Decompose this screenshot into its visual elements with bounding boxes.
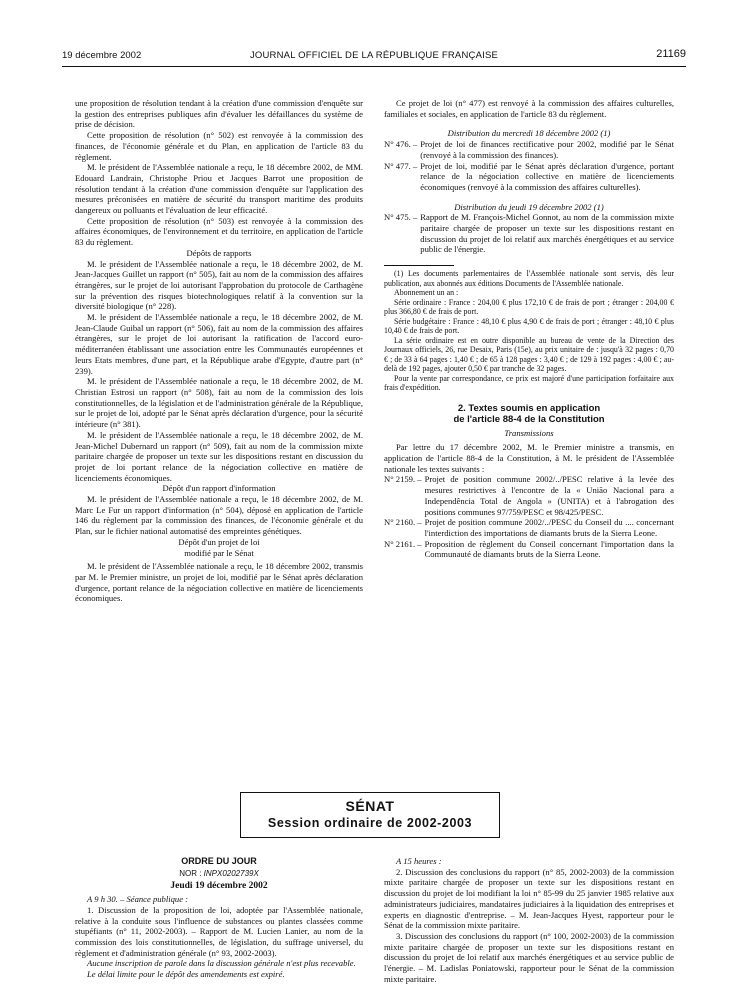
list-item (384, 517, 674, 538)
footnote-text: Abonnement un an : (394, 288, 459, 298)
paragraph: Cette proposition de résolution (n° 503) est renvoyée à la commission des affaires économiques, de l'environnement et du territoire, en application de l'article 83 du règlement. (75, 215, 363, 248)
paragraph: M. le président de l'Assemblée nationale a reçu, le 18 décembre 2002, de MM. Edouard Landrain, Christophe Priou et Jacques Barrot une proposition de résolution tendant à la création d'une commission d'enquête sur l'application des mesures préconisées en matière de sécurité du transport maritime des produits dangereux ou polluants et l'évaluation de leur efficacité. (75, 162, 363, 216)
section-heading: Dépôt d'un rapport d'information (162, 483, 276, 494)
list-item (384, 139, 674, 160)
item-text: Projet de position commune 2002/../PESC du Conseil du .... concernant l'interdiction des importations de diamants bruts de la Sierra Leone. (424, 517, 674, 538)
session-time: A 15 heures : (396, 856, 442, 866)
agenda-day: Jeudi 19 décembre 2002 (170, 881, 268, 892)
footnote-text: La série ordinaire est en outre disponible au bureau de vente de la Direction des Journaux officiels, 26, rue Desaix, Paris (15e), au prix unitaire de : jusqu'à 32 pages : 0,70 € ; de 33 à 64 pages : 1,40 € ; de 65 à 128 pages : 3,40 € ; de 129 à 192 pages : 4,00 € ; au-delà de 192 pages, ajouter 0,50 € par tranche de 32 pages. (384, 335, 674, 374)
agenda-item: 3. Discussion des conclusions du rapport (n° 100, 2002-2003) de la commission mixte paritaire chargée de proposer un texte sur les dispositions restant en discussion du projet de loi relatif aux marchés énergétiques et au service public de l'énergie. – M. Ladislas Poniatowski, rapporteur pour le Sénat de la commission mixte paritaire. (384, 930, 674, 984)
agenda-note: Le délai limite pour le dépôt des amendements est expiré. (87, 969, 285, 980)
distribution-heading: Distribution du mercredi 18 décembre 2002 (1) (447, 128, 611, 139)
section-heading: Dépôt d'un projet de loi (178, 536, 260, 547)
senat-subtitle: Session ordinaire de 2002-2003 (267, 816, 473, 830)
senat-title: SÉNAT (345, 798, 395, 814)
paragraph: M. le président de l'Assemblée nationale a reçu, le 18 décembre 2002, de M. Jean-Jacques Guillet un rapport (n° 505), fait au nom de la commission des affaires étrangères, sur le projet de loi autorisant l'approbation du protocole de Carthagène sur la prévention des risques biotechnologiques relatif à la convention sur la diversité biologique (n° 228). (75, 258, 363, 312)
subsection-heading: Transmissions (504, 427, 554, 438)
agenda-note: Aucune inscription de parole dans la discussion générale n'est plus recevable. (87, 958, 356, 969)
nor-value: INPX0202739X (203, 868, 259, 878)
page-header (62, 48, 686, 64)
item-text: Rapport de M. François-Michel Gonnot, au nom de la commission mixte paritaire chargée de proposer un texte sur les dispositions restant en discussion du projet de loi relatif aux marchés énergétiques et au service public de l'énergie. (420, 212, 674, 255)
item-number: N° 2161. – (384, 538, 422, 549)
agenda-item: 1. Discussion de la proposition de loi, adoptée par l'Assemblée nationale, relative à la conduite sous l'influence de substances ou plantes classées comme stupéfiants (n° 11, 2002-2003). – Rapport de M. Lucien Lanier, au nom de la commission des lois constitutionnelles, de législation, du suffrage universel, du règlement et d'administration générale (n° 93, 2002-2003). (75, 904, 363, 958)
paragraph: Cette proposition de résolution (n° 502) est renvoyée à la commission des finances, de l'économie générale et du Plan, en application de l'article 83 du règlement. (75, 130, 363, 162)
section-title-line: de l'article 88-4 de la Constitution (453, 413, 605, 425)
header-date: 19 décembre 2002 (62, 50, 142, 61)
list-item (384, 474, 674, 517)
section-title-line: 2. Textes soumis en application (457, 402, 601, 414)
senat-banner (240, 792, 500, 838)
footnote-text: Série budgétaire : France : 48,10 € plus 4,90 € de frais de port ; étranger : 48,10 € plus 10,40 € de frais de port. (384, 316, 674, 336)
distribution-heading: Distribution du jeudi 19 décembre 2002 (1) (454, 201, 604, 212)
paragraph: M. le président de l'Assemblée nationale a reçu, le 18 décembre 2002, de M. Jean-Claude Guibal un rapport (n° 506), fait au nom de la commission des affaires étrangères, sur le projet de loi autorisant la ratification de l'accord euro-méditerranéen établissant une association entre les Communautés européennes et leurs Etats membres, d'une part, et la République arabe d'Egypte, d'autre part (n° 239). (75, 312, 363, 376)
item-number: N° 476. – (384, 139, 418, 150)
left-column (75, 98, 363, 604)
paragraph: une proposition de résolution tendant à la création d'une commission d'enquête sur la gestion des entreprises publiques afin d'évaluer les défaillances du système de prise de décision. (75, 98, 363, 130)
page-number: 21169 (656, 48, 686, 60)
agenda-left-column (75, 856, 363, 980)
footnote (384, 269, 674, 393)
item-number: N° 2160. – (384, 517, 422, 528)
list-item (384, 539, 674, 560)
item-number: N° 477. – (384, 160, 418, 171)
footnote-text: Série ordinaire : France : 204,00 € plus 172,10 € de frais de port ; étranger : 204,00 € plus 366,80 € de frais de port. (384, 297, 674, 317)
session-time: A 9 h 30. – Séance publique : (87, 894, 189, 905)
agenda-right-column (384, 856, 674, 984)
nor-label: NOR : (179, 868, 202, 878)
footnote-text: Pour la vente par correspondance, ce prix est majoré d'une participation forfaitaire aux frais d'expédition. (384, 373, 674, 393)
nor-reference (75, 869, 363, 880)
paragraph: Par lettre du 17 décembre 2002, M. le Premier ministre a transmis, en application de l'article 88-4 de la Constitution, à M. le président de l'Assemblée nationale les textes suivants : (384, 442, 674, 474)
agenda-title: ORDRE DU JOUR (181, 856, 257, 866)
right-column (384, 98, 674, 560)
paragraph: M. le président de l'Assemblée nationale a reçu, le 18 décembre 2002, de M. Jean-Michel Dubernard un rapport (n° 509), fait au nom de la commission mixte paritaire chargée de proposer un texte sur les dispositions restant en discussion du projet de loi portant relance de la négociation collective en matière de licenciements économiques. (75, 429, 363, 483)
list-item (384, 212, 674, 255)
item-text: Projet de position commune 2002/../PESC relative à la levée des mesures restrictives à l'encontre de la « União Nacional para a Independência Total de Angola » (UNITA) et à l'abrogation des positions communes 97/759/PESC et 98/425/PESC. (424, 474, 674, 517)
list-item (384, 161, 674, 193)
section-heading: Dépôts de rapports (186, 247, 252, 258)
paragraph: M. le président de l'Assemblée nationale a reçu, le 18 décembre 2002, de M. Marc Le Fur un rapport d'information (n° 504), déposé en application de l'article 146 du règlement par la commission des finances, de l'économie générale et du Plan, sur le fichier national automatisé des empreintes génétiques. (75, 494, 363, 537)
item-number: N° 475. – (384, 212, 418, 223)
header-rule (62, 66, 686, 67)
paragraph: M. le président de l'Assemblée nationale a reçu, le 18 décembre 2002, transmis par M. le Premier ministre, un projet de loi, modifié par le Sénat après déclaration d'urgence, portant relance de la négociation collective en matière de licenciements économiques. (75, 561, 363, 604)
journal-title: JOURNAL OFFICIEL DE LA RÉPUBLIQUE FRANÇAISE (249, 50, 499, 61)
agenda-item: 2. Discussion des conclusions du rapport (n° 85, 2002-2003) de la commission mixte paritaire chargée de proposer un texte sur les dispositions restant en discussion du projet de loi modifiant la loi n° 85-99 du 25 janvier 1985 relative aux administrateurs judiciaires, mandataires judiciaires à la liquidation des entreprises et experts en diagnostic d'entreprise. – M. Jean-Jacques Hyest, rapporteur pour le Sénat de la commission mixte paritaire. (384, 866, 674, 931)
item-text: Projet de loi de finances rectificative pour 2002, modifié par le Sénat (renvoyé à la commission des finances). (420, 139, 674, 160)
paragraph: M. le président de l'Assemblée nationale a reçu, le 18 décembre 2002, de M. Christian Estrosi un rapport (n° 508), fait au nom de la commission des lois constitutionnelles, de la législation et de l'administration générale de la République, sur le projet de loi, adopté par le Sénat après déclaration d'urgence, pour la sécurité intérieure (n° 381). (75, 376, 363, 430)
paragraph: Ce projet de loi (n° 477) est renvoyé à la commission des affaires culturelles, familiales et sociales, en application de l'article 83 du règlement. (384, 98, 674, 119)
item-text: Proposition de règlement du Conseil concernant l'importation dans la Communauté de diamants bruts de la Sierra Leone. (424, 538, 674, 560)
item-text: Projet de loi, modifié par le Sénat après déclaration d'urgence, portant relance de la négociation collective en matière de licenciements économiques (renvoyé à la commission des affaires culturelles). (420, 160, 674, 192)
section-heading: modifié par le Sénat (184, 547, 254, 558)
footnote-text: (1) Les documents parlementaires de l'Assemblée nationale sont servis, dès leur publication, aux abonnés aux éditions Documents de l'Assemblée nationale. (384, 269, 674, 288)
section-title (384, 403, 674, 425)
item-number: N° 2159. – (384, 474, 422, 485)
footnote-rule (384, 265, 454, 266)
